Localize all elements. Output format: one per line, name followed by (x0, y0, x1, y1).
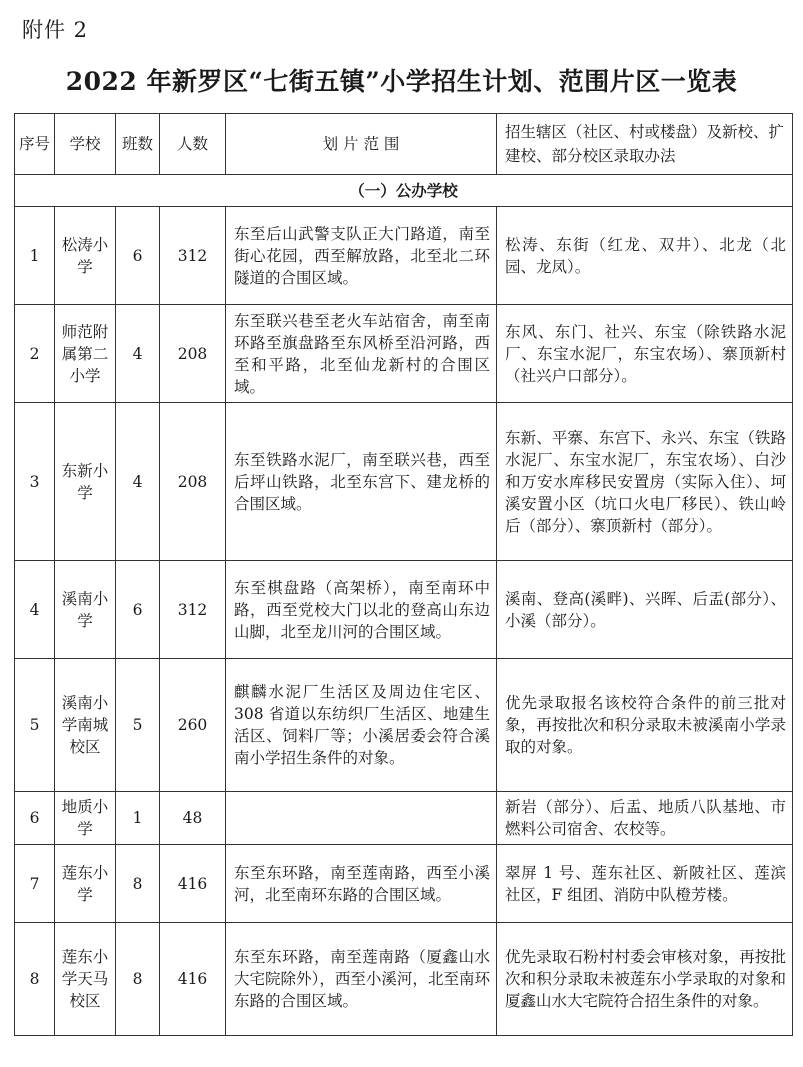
table-row (15, 923, 793, 1036)
table-row (15, 845, 793, 923)
header-zone: 划 片 范 围 (226, 114, 497, 175)
cell-enrollment: 翠屏 1 号、莲东社区、新陂社区、莲滨社区，F 组团、消防中队橙芳楼。 (497, 845, 793, 923)
table-row (15, 403, 793, 561)
cell-school: 地质小学 (55, 792, 116, 845)
cell-school: 莲东小学 (55, 845, 116, 923)
cell-classes: 4 (116, 403, 160, 561)
cell-zone (226, 792, 497, 845)
cell-zone: 东至联兴巷至老火车站宿舍，南至南环路至旗盘路至东风桥至沿河路，西至和平路，北至仙龙新村的合围区域。 (226, 305, 497, 403)
header-students: 人数 (160, 114, 226, 175)
table-row (15, 792, 793, 845)
cell-classes: 8 (116, 923, 160, 1036)
cell-school: 溪南小学 (55, 561, 116, 659)
cell-seq: 3 (15, 403, 55, 561)
cell-seq: 2 (15, 305, 55, 403)
cell-seq: 8 (15, 923, 55, 1036)
cell-seq: 5 (15, 659, 55, 792)
table-row (15, 561, 793, 659)
cell-zone: 麒麟水泥厂生活区及周边住宅区、308 省道以东纺织厂生活区、地建生活区、饲料厂等；小溪居委会符合溪南小学招生条件的对象。 (226, 659, 497, 792)
header-classes: 班数 (116, 114, 160, 175)
cell-seq: 7 (15, 845, 55, 923)
cell-enrollment: 松涛、东街（红龙、双井）、北龙（北园、龙凤）。 (497, 207, 793, 305)
cell-school: 师范附属第二小学 (55, 305, 116, 403)
cell-enrollment: 优先录取石粉村村委会审核对象，再按批次和积分录取未被莲东小学录取的对象和厦鑫山水大宅院符合招生条件的对象。 (497, 923, 793, 1036)
cell-students: 48 (160, 792, 226, 845)
cell-enrollment: 新岩（部分）、后盂、地质八队基地、市燃料公司宿舍、农校等。 (497, 792, 793, 845)
cell-seq: 4 (15, 561, 55, 659)
section-row (15, 175, 793, 207)
cell-enrollment: 优先录取报名该校符合条件的前三批对象，再按批次和积分录取未被溪南小学录取的对象。 (497, 659, 793, 792)
cell-seq: 1 (15, 207, 55, 305)
header-seq: 序号 (15, 114, 55, 175)
cell-classes: 1 (116, 792, 160, 845)
cell-zone: 东至棋盘路（高架桥），南至南环中路，西至党校大门以北的登高山东边山脚，北至龙川河的合围区域。 (226, 561, 497, 659)
header-enrollment: 招生辖区（社区、村或楼盘）及新校、扩建校、部分校区录取办法 (497, 114, 793, 175)
cell-students: 208 (160, 403, 226, 561)
cell-zone: 东至东环路，南至莲南路，西至小溪河，北至南环东路的合围区域。 (226, 845, 497, 923)
cell-classes: 6 (116, 207, 160, 305)
cell-school: 莲东小学天马校区 (55, 923, 116, 1036)
table-row (15, 659, 793, 792)
table-row (15, 207, 793, 305)
cell-seq: 6 (15, 792, 55, 845)
cell-zone: 东至东环路，南至莲南路（厦鑫山水大宅院除外），西至小溪河，北至南环东路的合围区域。 (226, 923, 497, 1036)
document-title: 2022 年新罗区“七街五镇”小学招生计划、范围片区一览表 (65, 67, 738, 96)
cell-students: 416 (160, 923, 226, 1036)
cell-classes: 4 (116, 305, 160, 403)
cell-students: 208 (160, 305, 226, 403)
cell-classes: 5 (116, 659, 160, 792)
table-row (15, 305, 793, 403)
cell-classes: 6 (116, 561, 160, 659)
cell-zone: 东至后山武警支队正大门路道，南至街心花园，西至解放路，北至北二环隧道的合围区域。 (226, 207, 497, 305)
cell-students: 312 (160, 207, 226, 305)
cell-enrollment: 溪南、登高(溪畔)、兴晖、后盂(部分）、小溪（部分）。 (497, 561, 793, 659)
cell-enrollment: 东新、平寨、东宫下、永兴、东宝（铁路水泥厂、东宝水泥厂，东宝农场）、白沙和万安水库移民安置房（实际入住）、坷溪安置小区（坑口火电厂移民）、铁山岭后（部分）、寨顶新村（部分）。 (497, 403, 793, 561)
section-title: （一）公办学校 (15, 175, 793, 207)
attachment-label: 附件 2 (22, 18, 89, 42)
enrollment-table (14, 113, 793, 1036)
cell-school: 松涛小学 (55, 207, 116, 305)
cell-school: 东新小学 (55, 403, 116, 561)
cell-classes: 8 (116, 845, 160, 923)
cell-zone: 东至铁路水泥厂，南至联兴巷，西至后坪山铁路，北至东宫下、建龙桥的合围区域。 (226, 403, 497, 561)
cell-students: 416 (160, 845, 226, 923)
table-header-row (15, 114, 793, 175)
header-school: 学校 (55, 114, 116, 175)
cell-students: 312 (160, 561, 226, 659)
cell-enrollment: 东风、东门、社兴、东宝（除铁路水泥厂、东宝水泥厂，东宝农场）、寨顶新村（社兴户口部分）。 (497, 305, 793, 403)
cell-students: 260 (160, 659, 226, 792)
cell-school: 溪南小学南城校区 (55, 659, 116, 792)
